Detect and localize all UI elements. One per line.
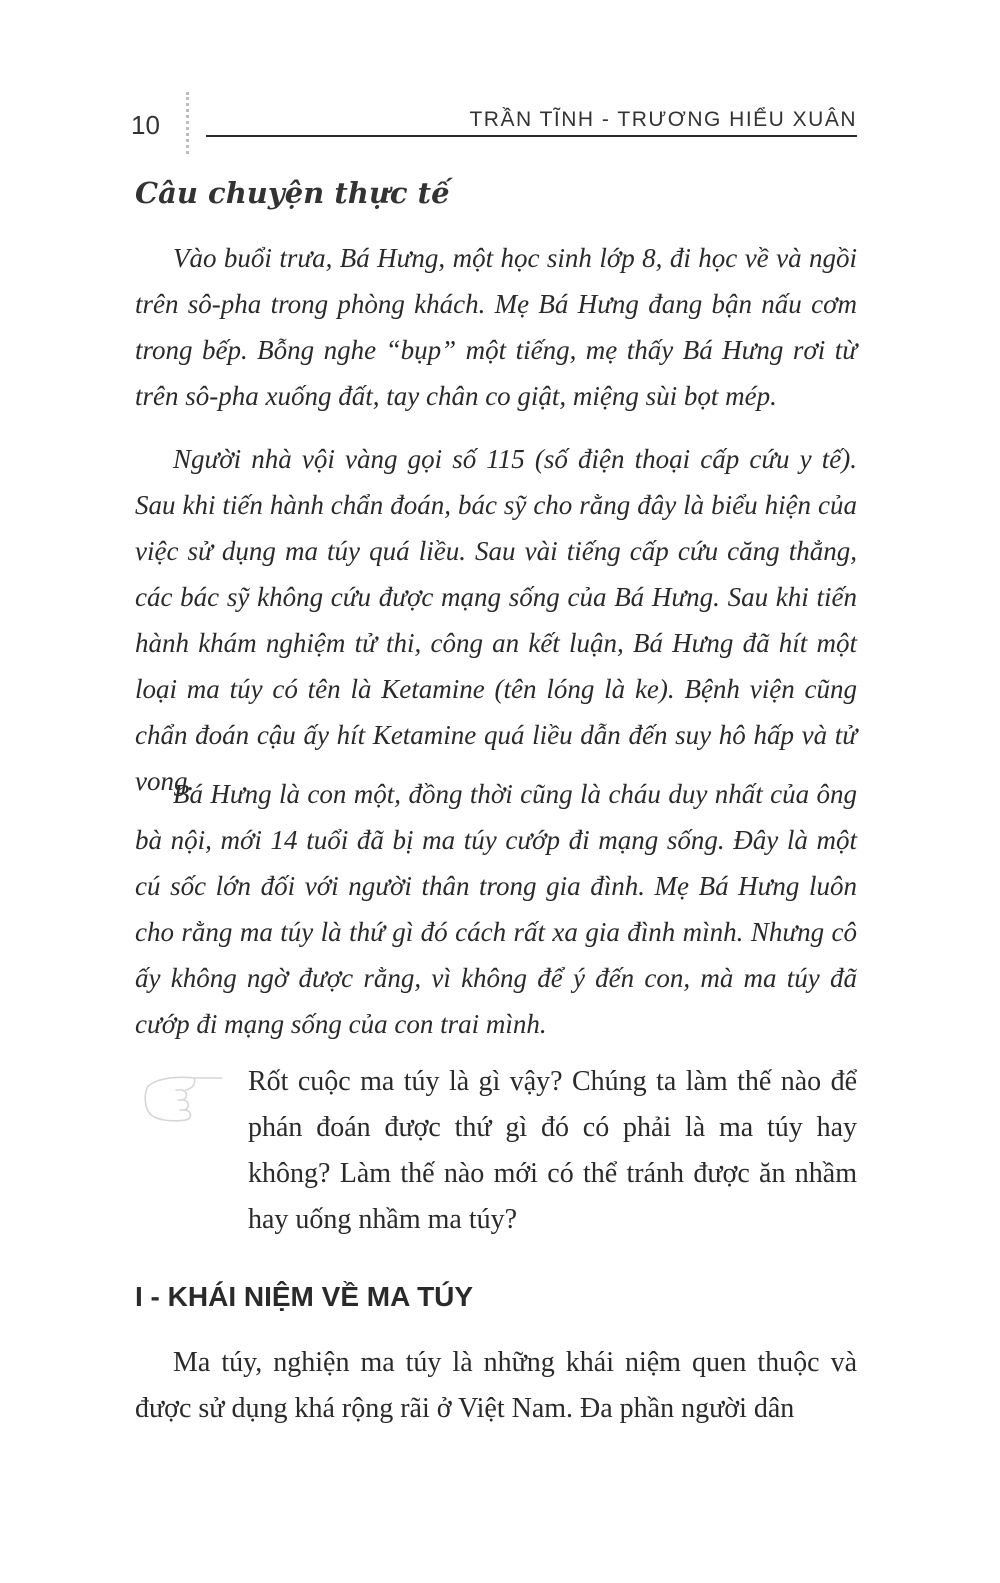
key-question: Rốt cuộc ma túy là gì vậy? Chúng ta làm thế nào để phán đoán được thứ gì đó có phải là ma túy hay không? Làm thế nào mới có thể tránh được ăn nhầm hay uống nhầm ma túy?: [248, 1066, 857, 1235]
page-number: 10: [131, 110, 160, 140]
page-header: [0, 0, 1000, 170]
section-intro-paragraph: Ma túy, nghiện ma túy là những khái niệm quen thuộc và được sử dụng khá rộng rãi ở Việt Nam. Đa phần người dân: [135, 1347, 857, 1424]
story-paragraph: Vào buổi trưa, Bá Hưng, một học sinh lớp 8, đi học về và ngồi trên sô-pha trong phòng khách. Mẹ Bá Hưng đang bận nấu cơm trong bếp. Bỗng nghe “bụp” một tiếng, mẹ thấy Bá Hưng rơi từ trên sô-pha xuống đất, tay chân co giật, miệng sùi bọt mép.: [135, 243, 857, 411]
pointing-hand-icon: [136, 1068, 228, 1128]
story-subtitle: Câu chuyện thực tế: [135, 176, 450, 210]
header-rule: [206, 135, 857, 137]
section-heading: I - KHÁI NIỆM VỀ MA TÚY: [135, 1281, 474, 1312]
story-paragraph: Người nhà vội vàng gọi số 115 (số điện thoại cấp cứu y tế). Sau khi tiến hành chẩn đoán, bác sỹ cho rằng đây là biểu hiện của việc sử dụng ma túy quá liều. Sau vài tiếng cấp cứu căng thẳng, các bác sỹ không cứu được mạng sống của Bá Hưng. Sau khi tiến hành khám nghiệm tử thi, công an kết luận, Bá Hưng đã hít một loại ma túy có tên là Ketamine (tên lóng là ke). Bệnh viện cũng chẩn đoán cậu ấy hít Ketamine quá liều dẫn đến suy hô hấp và tử vong.: [135, 444, 857, 796]
running-title: TRẦN TĨNH - TRƯƠNG HIỂU XUÂN: [469, 108, 857, 131]
story-paragraph: Bá Hưng là con một, đồng thời cũng là cháu duy nhất của ông bà nội, mới 14 tuổi đã bị ma túy cướp đi mạng sống. Đây là một cú sốc lớn đối với người thân trong gia đình. Mẹ Bá Hưng luôn cho rằng ma túy là thứ gì đó cách rất xa gia đình mình. Nhưng cô ấy không ngờ được rằng, vì không để ý đến con, mà ma túy đã cướp đi mạng sống của con trai mình.: [135, 779, 857, 1039]
header-vertical-divider: [186, 92, 189, 154]
